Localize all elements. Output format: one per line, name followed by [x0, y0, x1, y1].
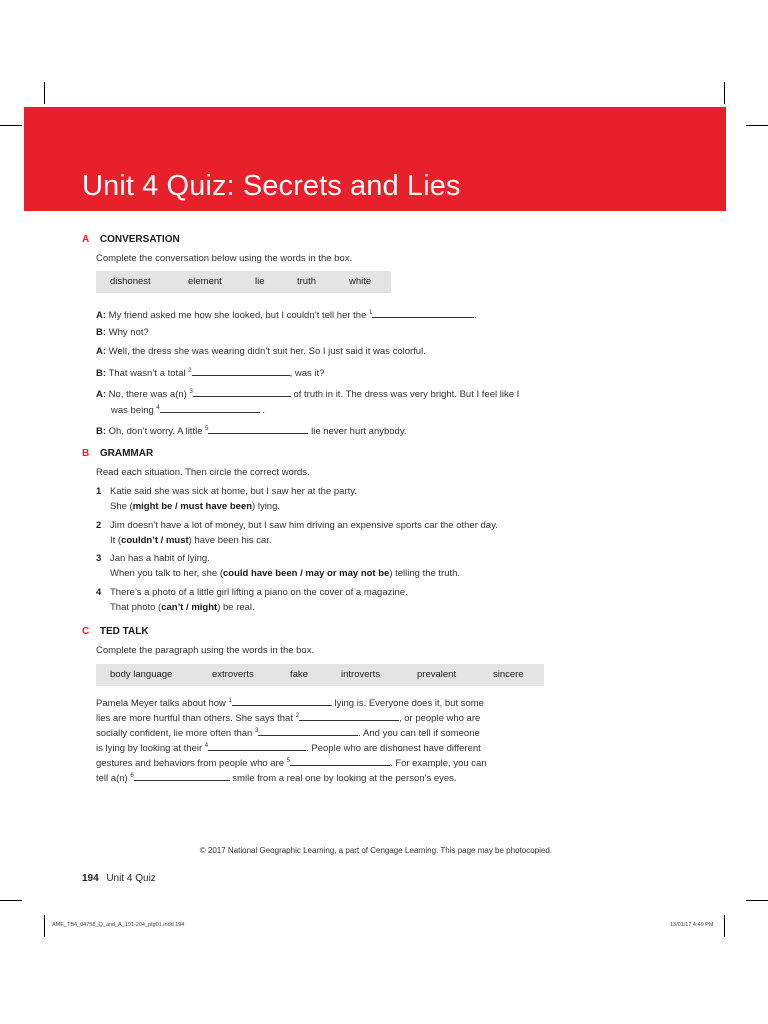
conversation-line	[96, 424, 407, 437]
paragraph-text: lying is. Everyone does it, but some	[331, 698, 484, 709]
speaker-label: B:	[96, 327, 107, 338]
paragraph-text: tell a(n)	[96, 773, 131, 784]
blank-field[interactable]	[160, 403, 260, 413]
crop-mark	[724, 82, 725, 104]
speaker-label: A:	[96, 346, 107, 357]
line-text: .	[262, 405, 266, 416]
blank-field[interactable]	[208, 741, 306, 751]
choice-options[interactable]: might be / must have been	[132, 501, 253, 512]
line-text: of truth in it. The dress was very bright. But I feel like I	[290, 389, 520, 400]
conversation-line	[96, 387, 519, 400]
word-box-item: lie	[255, 276, 265, 287]
section-c-word-box	[96, 664, 544, 686]
speaker-label: A:	[96, 389, 107, 400]
choice-options[interactable]: can’t / might	[161, 602, 218, 613]
conversation-line-continued	[111, 403, 265, 416]
paragraph-text: . And you can tell if someone	[358, 728, 480, 739]
blank-number: 1	[369, 309, 373, 316]
choice-text: She (	[110, 501, 133, 512]
line-text: , was it?	[289, 368, 325, 379]
crop-mark	[44, 915, 45, 937]
page-title: Unit 4 Quiz: Secrets and Lies	[82, 170, 461, 202]
line-text: Well, the dress she was wearing didn’t suit her. So I just said it was colorful.	[108, 346, 426, 357]
section-title: GRAMMAR	[99, 448, 154, 459]
speaker-label: B:	[96, 368, 107, 379]
paragraph-text: smile from a real one by looking at the person’s eyes.	[229, 773, 457, 784]
section-c-instruction: Complete the paragraph using the words in the box.	[96, 645, 315, 656]
line-text: was being	[111, 405, 157, 416]
grammar-item-choice[interactable]	[110, 568, 460, 579]
paragraph-line	[96, 726, 480, 739]
section-b-header	[82, 448, 153, 459]
blank-field[interactable]	[134, 771, 230, 781]
blank-number: 5	[286, 757, 290, 764]
choice-text: ) telling the truth.	[389, 568, 461, 579]
blank-field[interactable]	[258, 726, 358, 736]
section-title: TED TALK	[99, 626, 149, 637]
line-text: Oh, don’t worry. A little	[108, 426, 206, 437]
blank-number: 1	[228, 697, 232, 704]
choice-text: ) have been his car.	[188, 535, 272, 546]
paragraph-line	[96, 741, 481, 754]
paragraph-text: gestures and behaviors from people who are	[96, 758, 287, 769]
grammar-item-choice[interactable]	[110, 602, 255, 613]
item-situation: Jim doesn’t have a lot of money, but I saw him driving an expensive sports car the other day.	[110, 520, 498, 531]
choice-options[interactable]: could have been / may or may not be	[223, 568, 390, 579]
paragraph-text: is lying by looking at their	[96, 743, 205, 754]
item-number: 4	[96, 587, 102, 598]
blank-number: 3	[254, 727, 259, 734]
choice-text: ) lying.	[252, 501, 281, 512]
speaker-label: B:	[96, 426, 107, 437]
paragraph-text: socially confident, lie more often than	[96, 728, 255, 739]
paragraph-text: Pamela Meyer talks about how	[96, 698, 229, 709]
page-label: Unit 4 Quiz	[106, 873, 156, 884]
section-letter: A	[82, 234, 90, 245]
paragraph-text: . People who are dishonest have different	[306, 743, 481, 754]
item-number: 1	[96, 486, 102, 497]
blank-number: 2	[188, 367, 192, 374]
grammar-item	[96, 587, 408, 598]
blank-number: 4	[156, 404, 160, 411]
choice-text: When you talk to her, she (	[110, 568, 224, 579]
item-situation: There’s a photo of a little girl lifting a piano on the cover of a magazine.	[110, 587, 408, 598]
word-box-item: dishonest	[110, 276, 151, 287]
word-box-item: body language	[110, 669, 173, 680]
choice-options[interactable]: couldn’t / must	[121, 535, 189, 546]
paragraph-text: , or people who are	[398, 713, 481, 724]
line-text: Why not?	[108, 327, 149, 338]
word-box-item: element	[188, 276, 222, 287]
blank-number: 3	[189, 388, 193, 395]
paragraph-line	[96, 696, 484, 709]
word-box-item: introverts	[341, 669, 381, 680]
section-a-word-box	[96, 271, 391, 293]
section-title: CONVERSATION	[99, 234, 180, 245]
blank-number: 2	[295, 712, 299, 719]
word-box-item: prevalent	[417, 669, 457, 680]
blank-field[interactable]	[299, 711, 399, 721]
section-b-instruction: Read each situation. Then circle the correct words.	[96, 467, 310, 478]
choice-text: ) be real.	[217, 602, 255, 613]
crop-mark	[746, 125, 768, 126]
paragraph-line	[96, 771, 457, 784]
blank-field[interactable]	[232, 696, 332, 706]
item-number: 2	[96, 520, 102, 531]
conversation-line	[96, 346, 426, 357]
print-slug-date: 13/01/17 4:49 PM	[670, 922, 714, 928]
item-number: 3	[96, 553, 102, 564]
crop-mark	[724, 915, 725, 937]
item-situation: Katie said she was sick at home, but I saw her at the party.	[110, 486, 357, 497]
conversation-line	[96, 308, 477, 321]
section-letter: C	[82, 626, 90, 637]
paragraph-text: . For example, you can	[389, 758, 487, 769]
item-situation: Jan has a habit of lying.	[110, 553, 210, 564]
conversation-line	[96, 327, 149, 338]
copyright-notice: © 2017 National Geographic Learning, a part of Cengage Learning. This page may be photocopied.	[199, 846, 552, 855]
blank-field[interactable]	[192, 366, 290, 376]
print-slug-file: AME_TB4_04758_Q_and_A_191-204_ptg01.indd 194	[52, 922, 185, 928]
blank-number: 4	[204, 742, 209, 749]
blank-field[interactable]	[193, 387, 291, 397]
blank-number: 5	[205, 425, 209, 432]
line-text: My friend asked me how she looked, but I couldn’t tell her the	[108, 310, 370, 321]
crop-mark	[746, 900, 768, 901]
choice-text: That photo (	[110, 602, 162, 613]
crop-mark	[0, 125, 22, 126]
section-a-header	[82, 234, 180, 245]
section-letter: B	[82, 448, 90, 459]
crop-mark	[44, 82, 45, 104]
grammar-item	[96, 520, 498, 531]
speaker-label: A:	[96, 310, 107, 321]
conversation-line	[96, 366, 324, 379]
line-text: lie never hurt anybody.	[308, 426, 407, 437]
word-box-item: sincere	[493, 669, 524, 680]
grammar-item-choice[interactable]	[110, 535, 272, 546]
word-box-item: truth	[297, 276, 317, 287]
grammar-item	[96, 486, 357, 497]
section-c-header	[82, 626, 149, 637]
paragraph-line	[96, 756, 487, 769]
blank-number: 6	[130, 772, 134, 779]
grammar-item-choice[interactable]	[110, 501, 280, 512]
line-text: No, there was a(n)	[108, 389, 190, 400]
blank-field[interactable]	[372, 308, 474, 318]
line-text: .	[474, 310, 477, 321]
blank-field[interactable]	[208, 424, 308, 434]
crop-mark	[0, 900, 22, 901]
blank-field[interactable]	[290, 756, 390, 766]
word-box-item: fake	[290, 669, 308, 680]
page-number: 194	[82, 873, 99, 884]
section-a-instruction: Complete the conversation below using the words in the box.	[96, 253, 353, 264]
paragraph-line	[96, 711, 480, 724]
choice-text: It (	[110, 535, 122, 546]
word-box-item: extroverts	[212, 669, 254, 680]
word-box-item: white	[349, 276, 372, 287]
page-footer	[82, 873, 156, 884]
paragraph-text: lies are more hurtful than others. She says that	[96, 713, 296, 724]
grammar-item	[96, 553, 210, 564]
line-text: That wasn’t a total	[108, 368, 189, 379]
